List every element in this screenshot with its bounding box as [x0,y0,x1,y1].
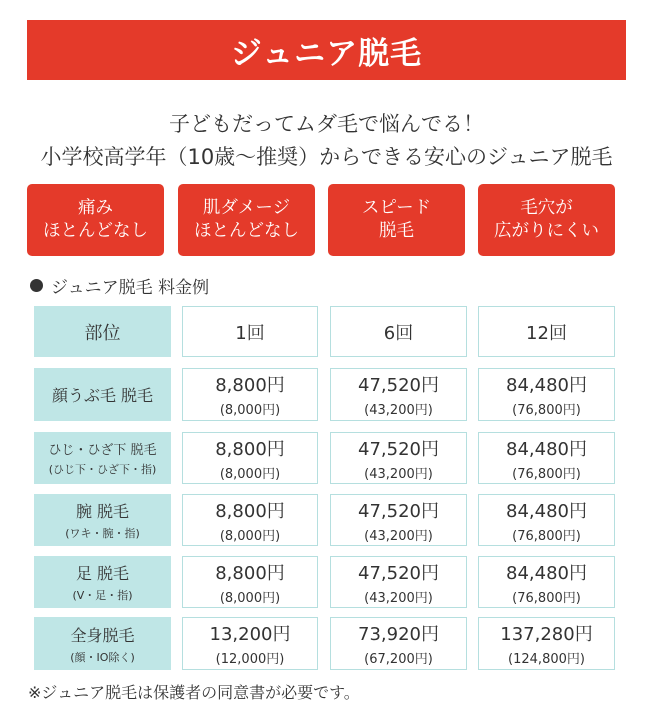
column-header-6 [330,306,467,357]
row-header-arm [34,494,171,546]
price-with-tax: 47,520円 [358,375,439,396]
price-with-tax: 137,280円 [500,624,593,645]
feature-badge-line1: 痛み [78,198,113,218]
price-cell [330,617,467,670]
row-part-note: (ひじ下・ひざ下・指) [48,463,157,476]
price-cell [478,617,615,670]
row-part-label: 腕 脱毛 [75,502,130,521]
page-title: ジュニア脱毛 [27,20,626,80]
price-with-tax: 8,800円 [215,375,285,396]
price-with-tax: 8,800円 [215,562,285,584]
price-section-heading [30,273,209,298]
price-without-tax: (43,200円) [364,466,433,482]
price-cell [330,494,467,546]
feature-badge-line2: 脱毛 [379,221,414,241]
row-part-label: ひじ・ひざ下 脱毛 [48,443,157,458]
price-cell [478,368,615,421]
row-header-face [34,368,171,421]
price-cell [182,368,318,421]
price-without-tax: (8,000円) [219,528,281,544]
feature-badge-pores [478,184,615,256]
price-cell [478,494,615,546]
price-without-tax: (124,800円) [508,652,585,667]
column-header-12 [478,306,615,357]
row-part-label: 顔うぶ毛 脱毛 [51,386,154,405]
feature-badge-line2: ほとんどなし [43,221,148,241]
feature-badge-line2: 広がりにくい [494,221,599,241]
feature-badge-skin-damage [178,184,315,256]
price-with-tax: 8,800円 [215,438,285,460]
column-header-1 [182,306,318,357]
price-with-tax: 84,480円 [506,562,587,584]
price-without-tax: (43,200円) [364,403,433,418]
price-with-tax: 47,520円 [358,500,439,522]
feature-badge-line2: ほとんどなし [194,221,299,241]
price-with-tax: 13,200円 [209,624,291,645]
bullet-icon [30,279,43,292]
price-with-tax: 84,480円 [506,375,587,396]
feature-badge-line1: 毛穴が [520,198,573,218]
price-without-tax: (43,200円) [364,528,433,544]
price-without-tax: (76,800円) [512,590,581,606]
row-part-note: (V・足・指) [72,589,133,602]
row-part-label: 足 脱毛 [75,564,130,583]
price-with-tax: 47,520円 [358,438,439,460]
corner-label: 部位 [84,322,121,344]
intro-line-1: 子どもだってムダ毛で悩んでる！ [169,112,484,136]
price-cell [330,432,467,484]
intro-line-2: 小学校高学年（10歳～推奨）からできる安心のジュニア脱毛 [40,145,613,169]
price-without-tax: (12,000円) [215,652,285,667]
price-without-tax: (76,800円) [512,528,581,544]
price-cell [182,494,318,546]
column-header-label: 12回 [526,322,567,344]
row-part-note: (ワキ・腕・指) [65,527,140,540]
feature-badge-painless [27,184,164,256]
feature-badge-line1: 肌ダメージ [202,198,291,218]
price-without-tax: (67,200円) [364,652,433,667]
table-corner-header [34,306,171,357]
price-cell [182,556,318,608]
price-cell [182,617,318,670]
price-without-tax: (76,800円) [512,466,581,482]
column-header-label: 1回 [235,322,265,344]
feature-badge-speed [328,184,465,256]
footnote: ※ジュニア脱毛は保護者の同意書が必要です。 [28,683,360,702]
row-header-elbow-knee [34,432,171,484]
price-cell [330,368,467,421]
row-header-full-body [34,617,171,670]
price-without-tax: (76,800円) [512,403,581,418]
row-header-leg [34,556,171,608]
price-with-tax: 8,800円 [215,500,285,522]
price-cell [478,432,615,484]
price-cell [478,556,615,608]
row-part-note: (顔・IO除く) [70,650,135,664]
price-cell [182,432,318,484]
price-with-tax: 84,480円 [506,500,587,522]
price-with-tax: 73,920円 [358,624,439,645]
price-without-tax: (43,200円) [364,590,433,606]
feature-badge-line1: スピード [361,198,432,218]
price-section-title: ジュニア脱毛 料金例 [51,278,210,298]
price-with-tax: 47,520円 [358,562,439,584]
column-header-label: 6回 [383,322,414,344]
price-without-tax: (8,000円) [219,590,281,606]
row-part-label: 全身脱毛 [70,625,135,645]
price-without-tax: (8,000円) [219,466,281,482]
price-cell [330,556,467,608]
price-with-tax: 84,480円 [506,438,587,460]
price-without-tax: (8,000円) [219,403,281,418]
